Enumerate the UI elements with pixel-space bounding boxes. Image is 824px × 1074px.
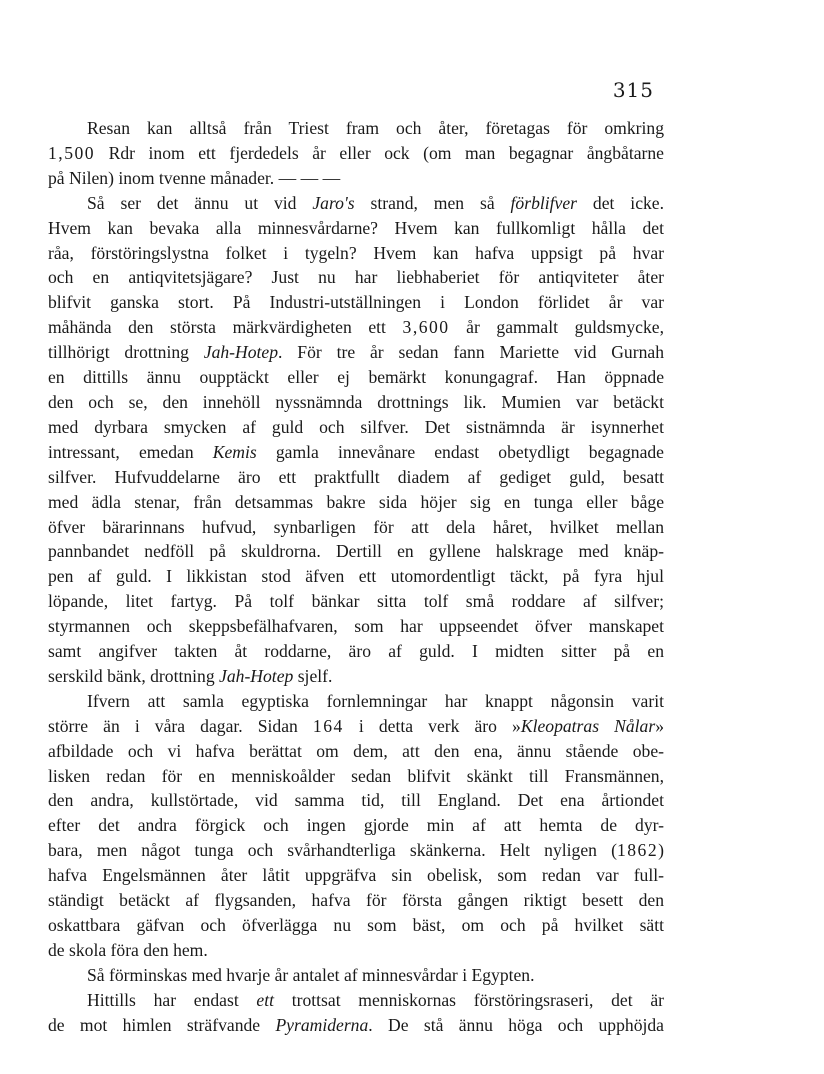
italic-text: Pyramiderna [275,1014,369,1035]
text-run: de skola föra den hem. [48,939,208,960]
text-run: måhända den största märkvärdigheten ett [48,317,403,338]
text-run: blifvit ganska stort. På Industri-utställningen i London förlidet år var [48,292,664,313]
text-line [48,490,664,515]
text-run: i detta verk äro » [343,715,521,736]
text-run: Rdr inom ett fjerdedels år eller ock (om man begagnar ångbåtarne [95,142,664,163]
number-text: 164 [312,715,344,736]
number-text: 1,500 [48,142,96,163]
text-run: tillhörigt drottning [48,342,204,363]
text-line [48,888,664,913]
text-run: » [655,715,664,736]
text-run: hafva Engelsmännen åter låtit uppgräfva sin obelisk, som redan var full- [48,865,664,886]
text-line [48,415,664,440]
text-line [48,764,664,789]
text-run: och en antiqvitetsjägare? Just nu har liebhaberiet för antiqviteter åter [48,267,664,288]
text-line [48,963,664,988]
text-run: . För tre år sedan fann Mariette vid Gurnah [278,342,664,363]
page-number: 315 [612,78,654,102]
text-line [48,191,664,216]
number-text: 3,600 [402,317,450,338]
text-run: större än i våra dagar. Sidan [48,715,313,736]
body-text [48,116,664,1038]
text-run: öfver bärarinnans hufvud, synbarligen för att dela håret, hvilket mellan [48,516,664,537]
text-run: Så ser det ännu ut vid [87,192,313,213]
text-line [48,664,664,689]
text-run: silfver. Hufvuddelarne äro ett praktfullt diadem af gediget guld, besatt [48,466,664,487]
text-run: sjelf. [293,665,333,686]
text-run: serskild bänk, drottning [48,665,220,686]
number-text: 1862 [616,840,659,861]
text-run: intressant, emedan [48,441,213,462]
text-run: råa, förstöringslystna folket i tygeln? Hvem kan hafva uppsigt på hvar [48,242,664,263]
text-line [48,265,664,290]
text-line [48,614,664,639]
text-run: . De stå ännu höga och upphöjda [368,1014,664,1035]
text-run: strand, men så [354,192,511,213]
text-line [48,539,664,564]
text-run: efter det andra förgick och ingen gjorde min af att hemta de dyr- [48,815,664,836]
text-line [48,988,664,1013]
text-line [48,863,664,888]
text-line [48,515,664,540]
text-run: löpande, litet fartyg. På tolf bänkar sitta tolf små roddare af silfver; [48,591,664,612]
italic-text: Jaro's [312,192,355,213]
text-run: pannbandet nedföll på skuldrorna. Dertill en gyllene halskrage med knäp- [48,541,664,562]
italic-text: Jah-Hotep [219,665,294,686]
text-run: trottsat menniskornas förstöringsraseri, det är [274,989,664,1010]
italic-text: Jah-Hotep [203,342,279,363]
text-line [48,1013,664,1038]
text-line [48,440,664,465]
text-run: samt angifver takten åt roddarne, äro af guld. I midten sitter på en [48,641,664,662]
text-run: bara, men något tunga och svårhandterliga skänkerna. Helt nyligen ( [48,840,617,861]
text-run: Ifvern att samla egyptiska fornlemningar har knappt någonsin varit [87,690,664,711]
italic-text: ett [256,989,275,1010]
text-line [48,788,664,813]
text-run: den och se, den innehöll nyssnämnda drottnings lik. Mumien var betäckt [48,391,664,412]
text-run: styrmannen och skeppsbefälhafvaren, som har uppseendet öfver manskapet [48,616,664,637]
text-line [48,290,664,315]
text-run: med ädla stenar, från detsammas bakre sida höjer sig en tunga eller båge [48,491,664,512]
text-run: Resan kan alltså från Triest fram och åter, företagas för omkring [87,118,664,138]
text-run: oskattbara gäfvan och öfverlägga nu som bäst, om och på hvilket sätt [48,915,664,935]
text-line [48,589,664,614]
text-run: ständigt betäckt af flygsanden, hafva för första gången riktigt besett den [48,890,664,911]
italic-text: Kleopatras Nålar [520,715,656,736]
text-run: det icke. [577,192,665,213]
text-line [48,564,664,589]
text-run: de mot himlen sträfvande [48,1014,276,1035]
text-run: på Nilen) inom tvenne månader. — — — [48,167,341,188]
text-line [48,714,664,739]
text-line [48,938,664,963]
italic-text: förblifver [510,192,578,213]
text-line [48,315,664,340]
text-run: pen af guld. I likkistan stod äfven ett utomordentligt täckt, på fyra hjul [48,566,664,587]
text-run: Hittills har endast [87,989,257,1010]
text-line [48,116,664,141]
text-line [48,639,664,664]
text-line [48,739,664,764]
text-line [48,689,664,714]
text-line [48,216,664,241]
text-line [48,813,664,838]
text-run: år gammalt guldsmycke, [449,317,664,338]
text-run: Hvem kan bevaka alla minnesvårdarne? Hvem kan fullkomligt hålla det [48,217,664,238]
text-line [48,365,664,390]
text-line [48,838,664,863]
text-run: afbildade och vi hafva berättat om dem, att den ena, ännu stående obe- [48,740,664,761]
text-run: med dyrbara smycken af guld och silfver. Det sistnämnda är isynnerhet [48,416,664,437]
text-run: den andra, kullstörtade, vid samma tid, till England. Det ena årtiondet [48,790,664,811]
text-run: lisken redan för en menniskoålder sedan blifvit skänkt till Fransmännen, [48,765,664,786]
text-line [48,141,664,166]
text-run: Så förminskas med hvarje år antalet af minnesvårdar i Egypten. [87,964,535,985]
text-line [48,390,664,415]
italic-text: Kemis [212,441,257,462]
text-run: ) [658,840,664,861]
text-run: gamla innevånare endast obetydligt begagnade [256,441,664,462]
text-line [48,913,664,938]
text-run: en dittills ännu oupptäckt eller ej bemärkt konungagraf. Han öppnade [48,367,664,388]
text-line [48,465,664,490]
text-line [48,241,664,266]
text-line [48,340,664,365]
text-line [48,166,664,191]
